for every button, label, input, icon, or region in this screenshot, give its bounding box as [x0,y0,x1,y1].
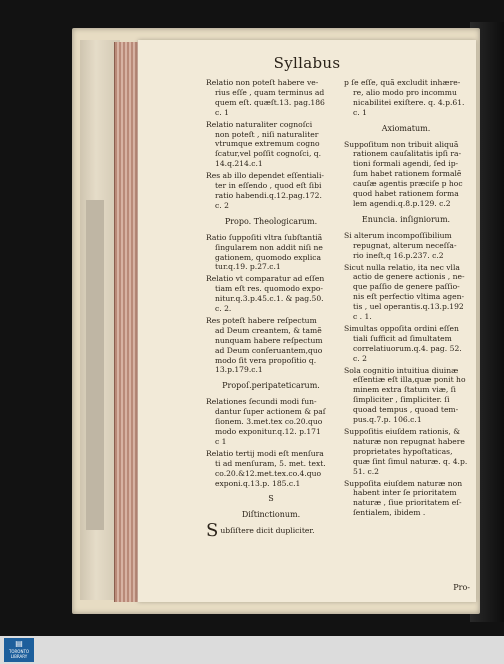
entry-line: Relatio non poteſt habere ve- [206,78,319,87]
syllabus-entry [206,171,336,211]
left-column [206,78,336,542]
entry-line: Suppoſitum non tribuit aliquã [344,139,459,149]
entry-line: quæ ſint ſimul naturæ. q. 4.p. [353,456,468,466]
entry-line: c. 2 [353,353,367,363]
entry-line: ſum habet rationem formalẽ [353,169,462,179]
syllabus-entry [206,449,336,489]
syllabus-entry [344,366,468,425]
entry-line: c. 2. [215,304,232,314]
entry-line: Si alterum incompoſſibilium [344,230,452,240]
entry-line: nicabilitei exiſtere. q. 4.p.61. [353,97,465,107]
entry-line: Res poteſt habere reſpectum [206,315,317,325]
entry-line: repugnat, alterum neceſſa- [353,240,457,250]
entry-line: Sicut nulla relatio, ita nec vlla [344,262,460,272]
entry-line: proprietates hypoſtaticas, [353,446,453,456]
entry-line: ſingularem non addit niſi ne [215,242,323,252]
entry-line: tis , uel operantis.q.13.p.192 [353,302,464,312]
entry-line: pus.q.7.p. 106.c.1 [353,415,422,425]
entry-line: co.20.&12.met.tex.co.4.quo [215,468,322,478]
entry-line: Relatio vt comparatur ad eſſen [206,274,325,284]
entry-line: ſionem. 3.met.tex co.20.quo [215,417,323,427]
entry-line: Relatio tertij modi eſt menſura [206,448,324,458]
entry-line: ſcatur,vel poſſit cognoſci, q. [215,149,322,159]
section-heading: Enuncia. inſigniorum. [361,214,451,224]
entry-line: tioni formali agendi, ſed ip- [353,159,459,169]
entry-line: 13.p.179.c.1 [215,365,263,375]
entry-line: quod habet rationem forma [353,189,459,199]
dropcap-letter: S [206,520,219,542]
syllabus-entry [344,78,468,118]
catchword: Pro- [453,583,470,592]
entry-line: Sola cognitio intuitiua diuinæ [344,365,459,375]
section-heading: Axiomatum. [381,123,431,133]
section-heading: S [268,494,274,504]
syllabus-entry [344,324,468,364]
syllabus-entry [206,78,336,118]
entry-line: vtrumque extremum cogno [215,139,320,149]
entry-line: ad Deum conſeruantem,quo [215,345,323,355]
entry-line: naturæ non repugnat habere [353,436,465,446]
section-heading: Propoſ.peripateticarum. [222,381,320,391]
entry-line: c . 1. [353,312,372,322]
entry-line: nitur.q.3.p.45.c.1. & pag.50. [215,294,324,304]
dropcap-text: ubſiſtere dicit dupliciter. [220,526,315,536]
entry-line: c. 1 [215,107,229,117]
syllabus-entry [206,397,336,447]
entry-line: c. 2 [215,200,229,210]
entry-line: tiali ſufficit ad ſimultatem [353,333,452,343]
entry-line: Suppoſita eiuſdem naturæ non [344,478,463,488]
entry-line: eſſentiæ eſt illa,quæ ponit ho [353,375,466,385]
entry-line: Relationes ſecundi modi fun- [206,397,317,407]
entry-line: lem agendi.q.8.p.129. c.2 [353,198,451,208]
entry-line: ſentialem, ibidem . [353,508,426,518]
syllabus-entry [344,427,468,477]
entry-line: que paſſio de genere paſſio- [353,282,460,292]
entry-line: modo exponitur.q.12. p.171 [215,427,321,436]
entry-line: minem extra ſtatum viæ, ſi [353,385,456,395]
entry-line: c. 1 [353,107,367,117]
syllabus-entry [344,231,468,261]
torn-paper-strip [86,200,104,530]
entry-line: Ratio ſuppoſiti vltra ſubſtantiã [206,232,323,242]
syllabus-entry [344,140,468,209]
syllabus-entry [206,120,336,170]
entry-line: actio de genere actionis , ne- [353,272,465,282]
syllabus-entry [206,274,336,314]
syllabus-entry [206,233,336,273]
entry-line: naturæ , ſiue prioritatem eſ- [353,498,462,508]
entry-line: modo ſit vera propoſitio q. [215,355,317,365]
entry-line: non poteſt , niſi naturaliter [215,129,319,139]
entry-line: tur.q.19. p.27.c.1 [215,262,281,272]
entry-line: Res ab illo dependet eſſentiali- [206,171,324,181]
section-heading: Propo. Theologicarum. [224,216,318,226]
entry-line: quem eſt. quæſt.13. pag.186 [215,97,325,107]
library-logo-text: TORONTO LIBRARY [8,649,30,659]
library-logo-icon: ▤ [15,639,23,648]
syllabus-entry [344,263,468,322]
section-heading: Diſtinctionum. [241,510,301,520]
entry-line: Suppoſitis eiuſdem rationis, & [344,427,461,436]
entry-line: gationem, quomodo explica [215,252,322,262]
entry-line: tiam eſt res. quomodo expo- [215,284,323,294]
dropcap-entry [206,520,336,542]
syllabus-entry [344,479,468,519]
entry-line: ſimpliciter , ſimpliciter. ſi [353,395,450,405]
entry-line: quoad tempus , quoad tem- [353,405,459,415]
entry-line: Simultas oppoſita ordini eſſen [344,323,459,333]
footer-bar [0,636,504,664]
page-block-edge [114,42,141,602]
running-head: Syllabus [273,54,341,72]
entry-line: 14.q.214.c.1 [215,159,263,169]
entry-line: rius eſſe , quam terminus ad [215,87,325,97]
entry-line: Relatio naturaliter cognoſci [206,119,313,129]
entry-line: ti ad menſuram, 5. met. text. [215,458,326,468]
syllabus-entry [206,316,336,375]
entry-line: ad Deum creantem, & tamẽ [215,325,322,335]
book-page [138,40,476,602]
entry-line: dantur ſuper actionem & paſ [215,407,326,417]
entry-line: habent inter ſe prioritatem [353,488,457,498]
entry-line: nunquam habere reſpectum [215,335,323,345]
entry-line: ter in eſſendo , quod eſt ſibi [215,181,322,191]
entry-line: rationem cauſalitatis ipſi ra- [353,149,462,159]
entry-line: exponi.q.13.p. 185.c.1 [215,478,301,488]
entry-line: 51. c.2 [353,466,379,476]
entry-line: rio ineſt,q 16.p.237. c.2 [353,250,444,260]
entry-line: ratio habendi.q.12.pag.172. [215,190,322,200]
entry-line: c 1 [215,436,227,446]
library-logo [4,638,34,662]
entry-line: p ſe eſſe, quã excludit inhære- [344,78,461,87]
entry-line: cauſæ agentis præciſe p hoc [353,179,463,189]
right-column [344,78,468,520]
entry-line: nis eſt perfectio vltima agen- [353,292,465,302]
entry-line: re, alio modo pro incommu [353,87,457,97]
entry-line: correlatiuorum.q.4. pag. 52. [353,343,462,353]
